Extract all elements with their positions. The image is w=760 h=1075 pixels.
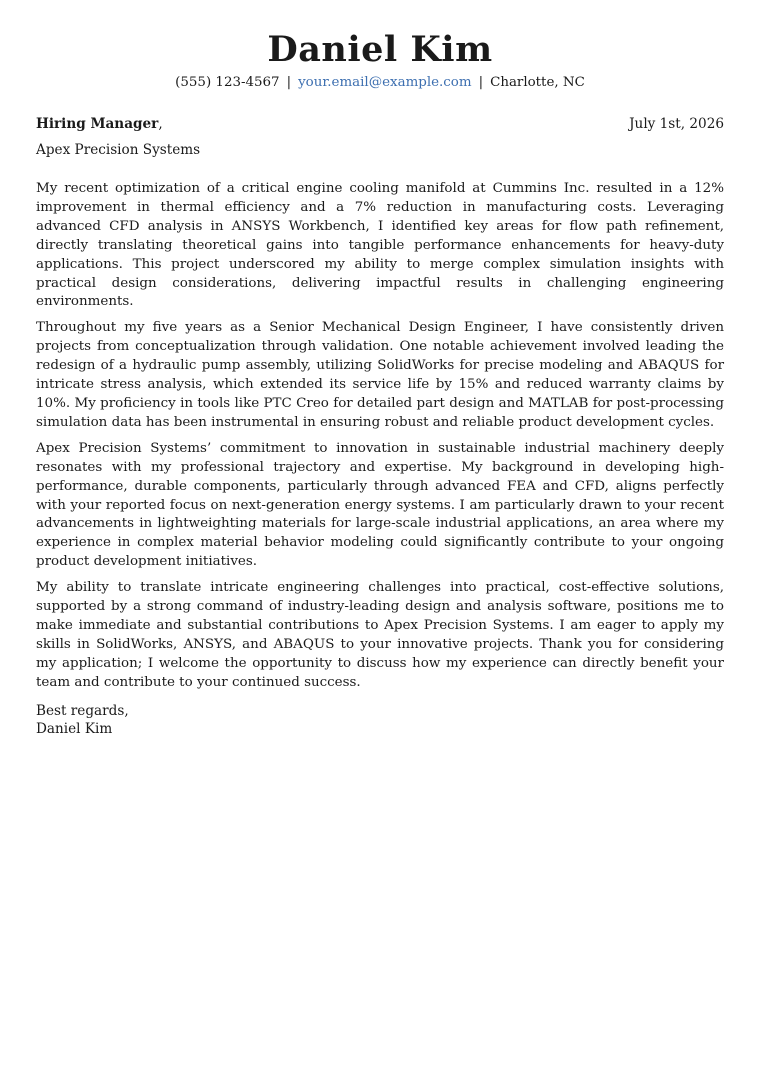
recipient-comma: , bbox=[158, 116, 163, 132]
email-link[interactable]: your.email@example.com bbox=[298, 75, 472, 90]
contact-separator: | bbox=[286, 75, 292, 90]
body-paragraph: Throughout my five years as a Senior Mechanical Design Engineer, I have consistently driven projects from conceptualization through validation. One notable achievement involved leading the redesign of a hydraulic pump assembly, utilizing SolidWorks for precise modeling and ABAQUS for intricate stress analysis, which extended its service life by 15% and reduced warranty claims by 10%. My proficiency in tools like PTC Creo for detailed part design and MATLAB for post-processing simulation data has been instrumental in ensuring robust and reliable product development cycles. bbox=[36, 320, 724, 430]
letter-date: July 1st, 2026 bbox=[629, 116, 724, 132]
letter-body bbox=[36, 180, 724, 693]
phone-number: (555) 123-4567 bbox=[175, 75, 280, 90]
closing-salutation: Best regards, bbox=[36, 702, 129, 719]
body-paragraph: My ability to translate intricate engineering challenges into practical, cost-effective solutions, supported by a strong command of industry-leading design and analysis software, positions me to make immediate and substantial contributions to Apex Precision Systems. I am eager to apply my skills in SolidWorks, ANSYS, and ABAQUS to your innovative projects. Thank you for considering my application; I welcome the opportunity to discuss how my experience can directly benefit your team and contribute to your continued success. bbox=[36, 580, 724, 690]
letter-closing bbox=[36, 702, 724, 740]
body-paragraph: Apex Precision Systems’ commitment to innovation in sustainable industrial machinery deeply resonates with my professional trajectory and expertise. My background in developing high-performance, durable components, particularly through advanced FEA and CFD, aligns perfectly with your reported focus on next-generation energy systems. I am particularly drawn to your recent advancements in lightweighting materials for large-scale industrial applications, an area where my experience in complex material behavior modeling could significantly contribute to your ongoing product development initiatives. bbox=[36, 440, 724, 570]
closing-signature: Daniel Kim bbox=[36, 721, 113, 738]
recipient-company: Apex Precision Systems bbox=[36, 142, 201, 158]
recipient-title: Hiring Manager bbox=[36, 116, 159, 132]
recipient-date-row bbox=[36, 115, 724, 133]
body-paragraph: My recent optimization of a critical engine cooling manifold at Cummins Inc. resulted in a 12% improvement in thermal efficiency and a 7% reduction in manufacturing costs. Leveraging advanced CFD analysis in ANSYS Workbench, I identified key areas for flow path refinement, directly translating theoretical gains into tangible performance enhancements for heavy-duty applications. This project underscored my ability to merge complex simulation insights with practical design considerations, delivering impactful results in challenging engineering environments. bbox=[36, 181, 724, 310]
contact-separator: | bbox=[478, 75, 484, 90]
location: Charlotte, NC bbox=[490, 75, 585, 90]
contact-line bbox=[36, 74, 724, 92]
recipient-line bbox=[36, 115, 163, 133]
applicant-name: Daniel Kim bbox=[267, 29, 493, 70]
